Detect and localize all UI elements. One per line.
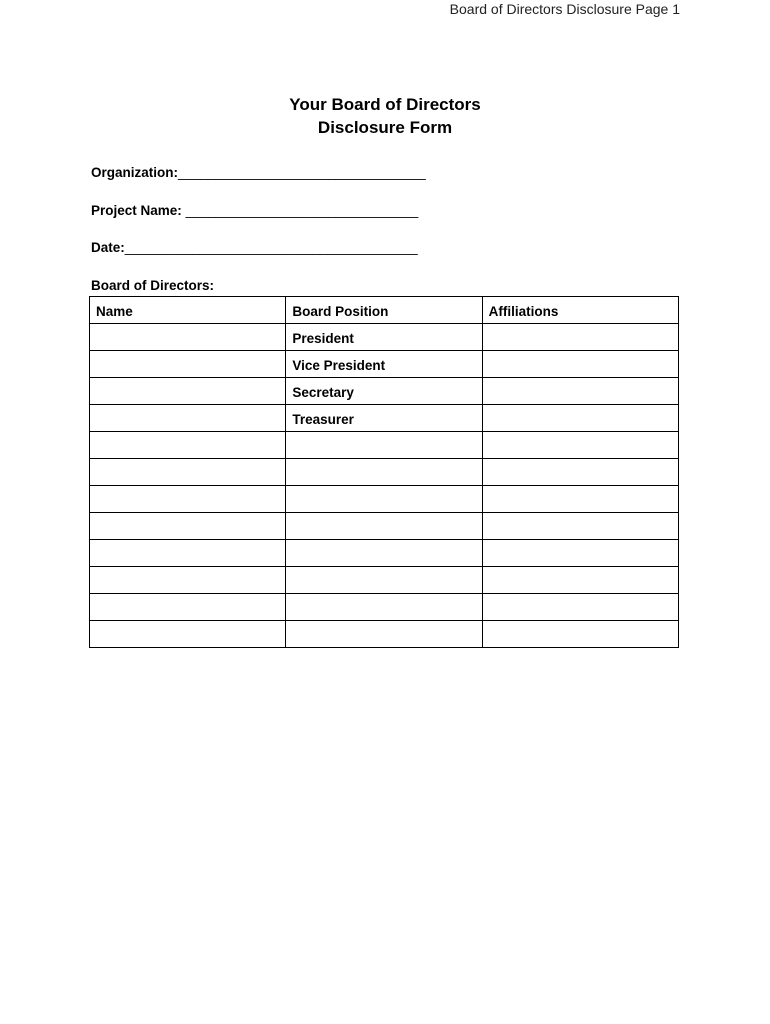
form-title-line-1: Your Board of Directors bbox=[289, 95, 481, 114]
cell-affiliations[interactable] bbox=[482, 513, 678, 540]
cell-name[interactable] bbox=[90, 621, 286, 648]
table-row bbox=[90, 405, 679, 432]
cell-name[interactable] bbox=[90, 378, 286, 405]
form-title-line-2: Disclosure Form bbox=[317, 118, 453, 137]
column-header-name: Name bbox=[90, 297, 286, 324]
table-row bbox=[90, 567, 679, 594]
cell-affiliations[interactable] bbox=[482, 378, 678, 405]
board-table-body bbox=[90, 324, 679, 648]
cell-name[interactable] bbox=[90, 594, 286, 621]
project-name-field[interactable] bbox=[91, 203, 418, 218]
cell-board-position[interactable]: President bbox=[286, 324, 482, 351]
cell-name[interactable] bbox=[90, 459, 286, 486]
cell-name[interactable] bbox=[90, 567, 286, 594]
cell-board-position[interactable] bbox=[286, 459, 482, 486]
column-header-board-position: Board Position bbox=[286, 297, 482, 324]
table-row bbox=[90, 459, 679, 486]
page-header: Board of Directors Disclosure Page 1 bbox=[449, 1, 680, 17]
cell-name[interactable] bbox=[90, 540, 286, 567]
board-of-directors-label: Board of Directors: bbox=[91, 278, 215, 293]
table-row bbox=[90, 324, 679, 351]
table-row bbox=[90, 540, 679, 567]
cell-affiliations[interactable] bbox=[482, 324, 678, 351]
project-name-label: Project Name: bbox=[91, 203, 182, 218]
table-row bbox=[90, 378, 679, 405]
table-row bbox=[90, 432, 679, 459]
table-row bbox=[90, 351, 679, 378]
board-table bbox=[89, 296, 679, 648]
cell-affiliations[interactable] bbox=[482, 405, 678, 432]
project-name-blank[interactable]: _______________________________ bbox=[185, 203, 419, 218]
cell-name[interactable] bbox=[90, 513, 286, 540]
cell-affiliations[interactable] bbox=[482, 486, 678, 513]
cell-affiliations[interactable] bbox=[482, 621, 678, 648]
column-header-affiliations: Affiliations bbox=[482, 297, 678, 324]
cell-name[interactable] bbox=[90, 432, 286, 459]
table-row bbox=[90, 594, 679, 621]
cell-board-position[interactable] bbox=[286, 432, 482, 459]
cell-board-position[interactable] bbox=[286, 513, 482, 540]
organization-blank[interactable]: _________________________________ bbox=[178, 165, 426, 180]
cell-board-position[interactable]: Treasurer bbox=[286, 405, 482, 432]
cell-affiliations[interactable] bbox=[482, 594, 678, 621]
date-blank[interactable]: _______________________________________ bbox=[124, 240, 418, 255]
organization-field[interactable] bbox=[91, 165, 426, 180]
cell-board-position[interactable]: Vice President bbox=[286, 351, 482, 378]
cell-affiliations[interactable] bbox=[482, 567, 678, 594]
table-row bbox=[90, 486, 679, 513]
cell-board-position[interactable] bbox=[286, 594, 482, 621]
cell-name[interactable] bbox=[90, 405, 286, 432]
cell-affiliations[interactable] bbox=[482, 459, 678, 486]
organization-label: Organization: bbox=[91, 165, 178, 180]
cell-name[interactable] bbox=[90, 486, 286, 513]
date-label: Date: bbox=[91, 240, 125, 255]
cell-affiliations[interactable] bbox=[482, 351, 678, 378]
cell-board-position[interactable]: Secretary bbox=[286, 378, 482, 405]
cell-affiliations[interactable] bbox=[482, 540, 678, 567]
table-header-row bbox=[90, 297, 679, 324]
date-field[interactable] bbox=[91, 240, 418, 255]
cell-board-position[interactable] bbox=[286, 567, 482, 594]
form-title bbox=[0, 93, 770, 139]
cell-affiliations[interactable] bbox=[482, 432, 678, 459]
cell-name[interactable] bbox=[90, 351, 286, 378]
table-row bbox=[90, 513, 679, 540]
cell-board-position[interactable] bbox=[286, 621, 482, 648]
cell-board-position[interactable] bbox=[286, 540, 482, 567]
cell-name[interactable] bbox=[90, 324, 286, 351]
table-row bbox=[90, 621, 679, 648]
cell-board-position[interactable] bbox=[286, 486, 482, 513]
